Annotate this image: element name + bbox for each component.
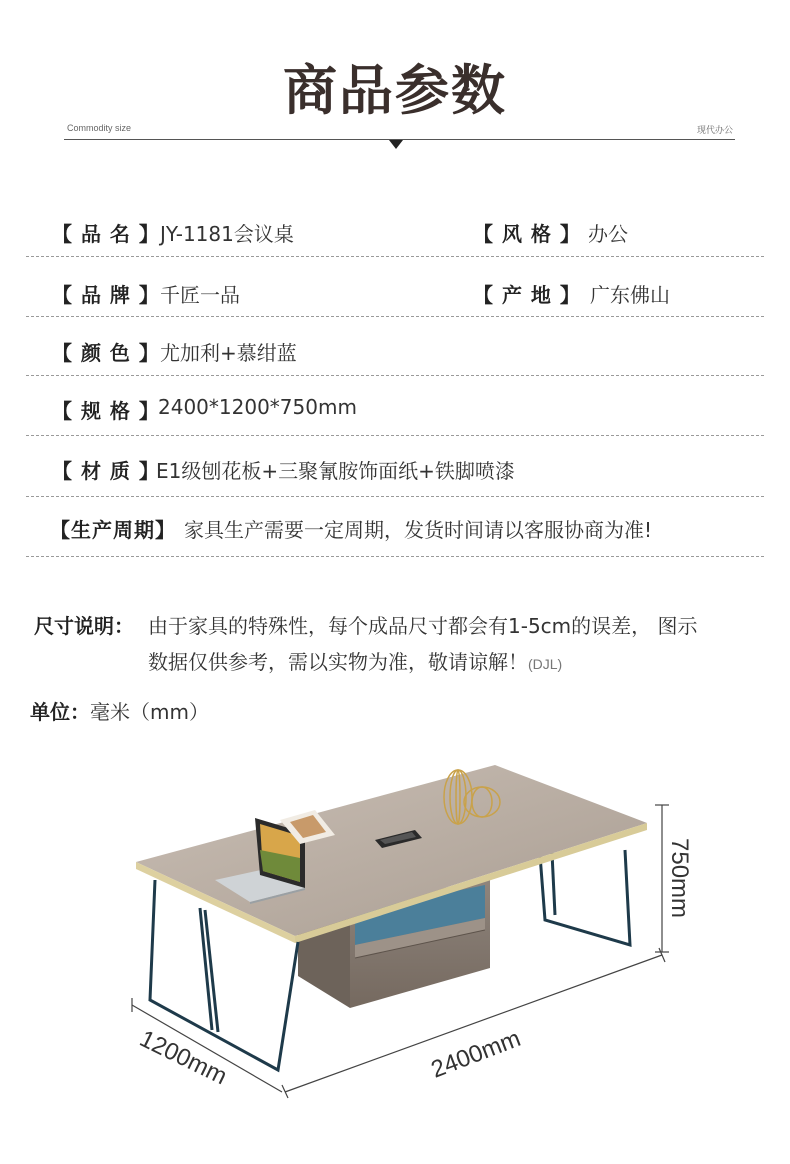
height-dimension-label: 750mm — [666, 838, 693, 919]
page-title: 商品参数 — [283, 59, 507, 122]
param-value: 千匠一品 — [160, 283, 240, 307]
param-label: 【 风 格 】 — [473, 222, 581, 246]
param-value: 广东佛山 — [590, 283, 670, 307]
subtitle-chinese: 现代办公 — [696, 126, 733, 136]
param-label: 【 品 牌 】 — [52, 283, 160, 307]
param-value: 家具生产需要一定周期，发货时间请以客服协商为准! — [184, 518, 653, 542]
param-row-color — [26, 317, 764, 376]
param-row-name — [26, 199, 764, 257]
param-value: 办公 — [588, 222, 628, 246]
param-row-material — [26, 436, 764, 497]
param-label: 【生产周期】 — [50, 518, 176, 542]
unit-value: 毫米（mm） — [90, 700, 209, 724]
size-note-line2: 数据仅供参考，需以实物为准，敬请谅解！(DJL) — [148, 650, 563, 674]
param-label: 【 品 名 】 — [52, 222, 160, 246]
param-value: 尤加利+慕绀蓝 — [160, 341, 297, 365]
table-legs-back — [540, 850, 630, 945]
param-row-spec — [26, 376, 764, 436]
param-row-production — [26, 497, 764, 557]
depth-dimension-label: 1200mm — [135, 1025, 232, 1091]
param-value: JY-1181会议桌 — [160, 222, 294, 246]
width-dimension-label: 2400mm — [427, 1024, 525, 1084]
param-label: 【 颜 色 】 — [52, 341, 160, 365]
param-label: 【 材 质 】 — [52, 459, 160, 483]
size-note-line1: 由于家具的特殊性，每个成品尺寸都会有1-5cm的误差， 图示 — [148, 614, 698, 638]
unit-row — [30, 696, 209, 725]
param-row-brand — [26, 257, 764, 317]
param-value: E1级刨花板+三聚氰胺饰面纸+铁脚喷漆 — [156, 459, 515, 483]
subtitle-english: Commodity size — [67, 123, 132, 133]
param-label: 【 规 格 】 — [52, 399, 160, 423]
conference-table-illustration — [100, 740, 700, 1120]
unit-label: 单位： — [30, 700, 90, 724]
title-divider-arrow-icon — [389, 140, 403, 149]
param-value: 2400*1200*750mm — [158, 395, 357, 419]
size-note-tag: (DJL) — [528, 656, 563, 672]
size-note-label: 尺寸说明： — [34, 614, 134, 638]
param-label: 【 产 地 】 — [473, 283, 581, 307]
